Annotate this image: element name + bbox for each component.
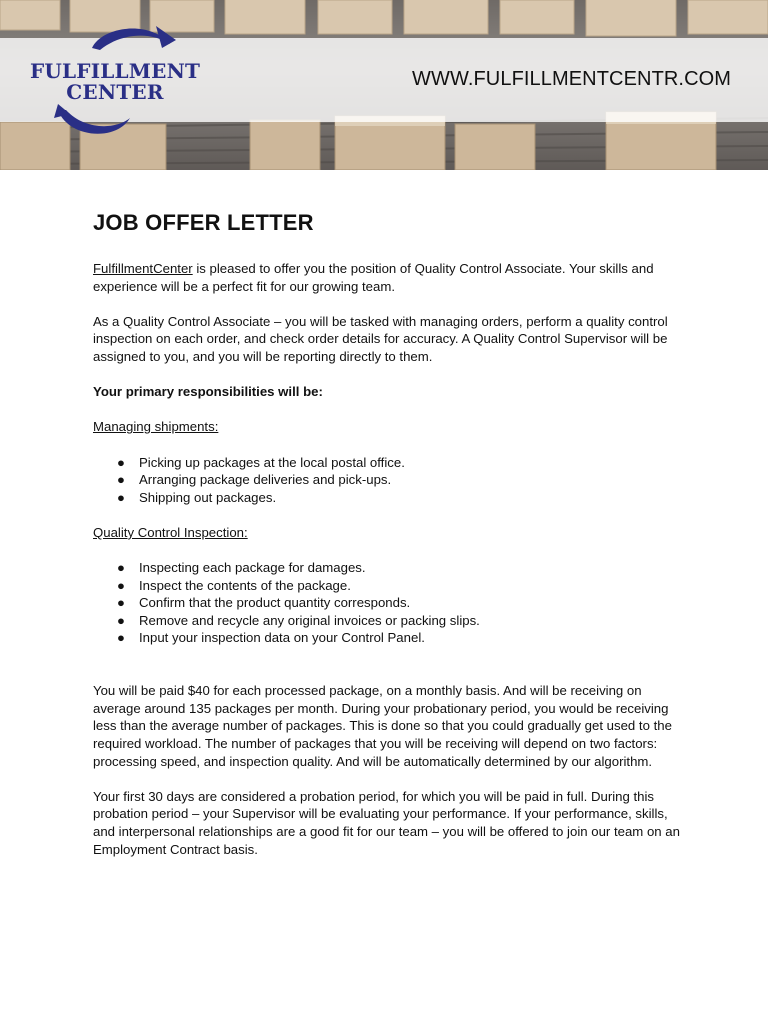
list-item: ● Confirm that the product quantity corresponds. (117, 595, 411, 611)
fulfillment-center-logo[interactable] (30, 18, 200, 143)
list-item: ● Inspect the contents of the package. (117, 577, 351, 593)
list-item: ● Inspecting each package for damages. (117, 560, 366, 576)
intro-paragraph (93, 260, 683, 295)
bullet-icon: ● (117, 612, 125, 628)
bullet-icon: ● (117, 489, 125, 505)
bullet-icon: ● (117, 454, 125, 470)
list-item: ● Input your inspection data on your Control Panel. (117, 630, 425, 646)
company-name-link[interactable]: FulfillmentCenter (93, 261, 193, 276)
letter-body (93, 208, 683, 876)
responsibilities-heading: Your primary responsibilities will be: (93, 384, 323, 400)
role-paragraph: As a Quality Control Associate – you will be tasked with managing orders, perform a quality control inspection on each order, and check order details for accuracy. A Quality Control Supervisor will be assigned to you, and you will be reporting directly to them. (93, 313, 668, 364)
list-item: ● Remove and recycle any original invoices or packing slips. (117, 612, 480, 628)
list-item: ● Picking up packages at the local postal office. (117, 454, 405, 470)
logo-line-2: CENTER (66, 80, 164, 104)
list-item: ● Shipping out packages. (117, 489, 277, 505)
bullet-icon: ● (117, 630, 125, 646)
header-banner (0, 0, 768, 170)
list-item: ● Arranging package deliveries and pick-ups. (117, 472, 392, 488)
letter-title: JOB OFFER LETTER (93, 210, 314, 235)
intro-text: is pleased to offer you the position of Quality Control Associate. Your skills and experience will be a perfect fit for our growing team. (93, 261, 654, 294)
bullet-icon: ● (117, 560, 125, 576)
section-quality-control-title: Quality Control Inspection: (93, 524, 248, 540)
bullet-icon: ● (117, 577, 125, 593)
quality-control-list (93, 559, 683, 647)
website-url[interactable]: WWW.FULFILLMENTCENTR.COM (412, 68, 732, 90)
payment-paragraph: You will be paid $40 for each processed package, on a monthly basis. And will be receiving on average around 135 packages per month. During your probationary period, you would be receiving less than the average number of packages. This is done so that you could gradually get used to the required workload. The number of packages that you will be receiving will depend on two factors: processing speed, and inspection quality. And will be automatically determined by our algorithm. (93, 683, 672, 769)
bullet-icon: ● (117, 595, 125, 611)
probation-paragraph: Your first 30 days are considered a probation period, for which you will be paid in full. During this probation period – your Supervisor will be evaluating your performance. If your performance, skills, and interpersonal relationships are a good fit for our team – you will be offered to join our team on an Employment Contract basis. (93, 788, 680, 857)
section-managing-shipments-title: Managing shipments: (93, 419, 219, 435)
managing-shipments-list (93, 454, 683, 507)
logo-wordmark (30, 61, 200, 103)
logo-line-1: FULFILLMENT (30, 59, 201, 83)
spacer (93, 665, 683, 683)
bullet-icon: ● (117, 472, 125, 488)
